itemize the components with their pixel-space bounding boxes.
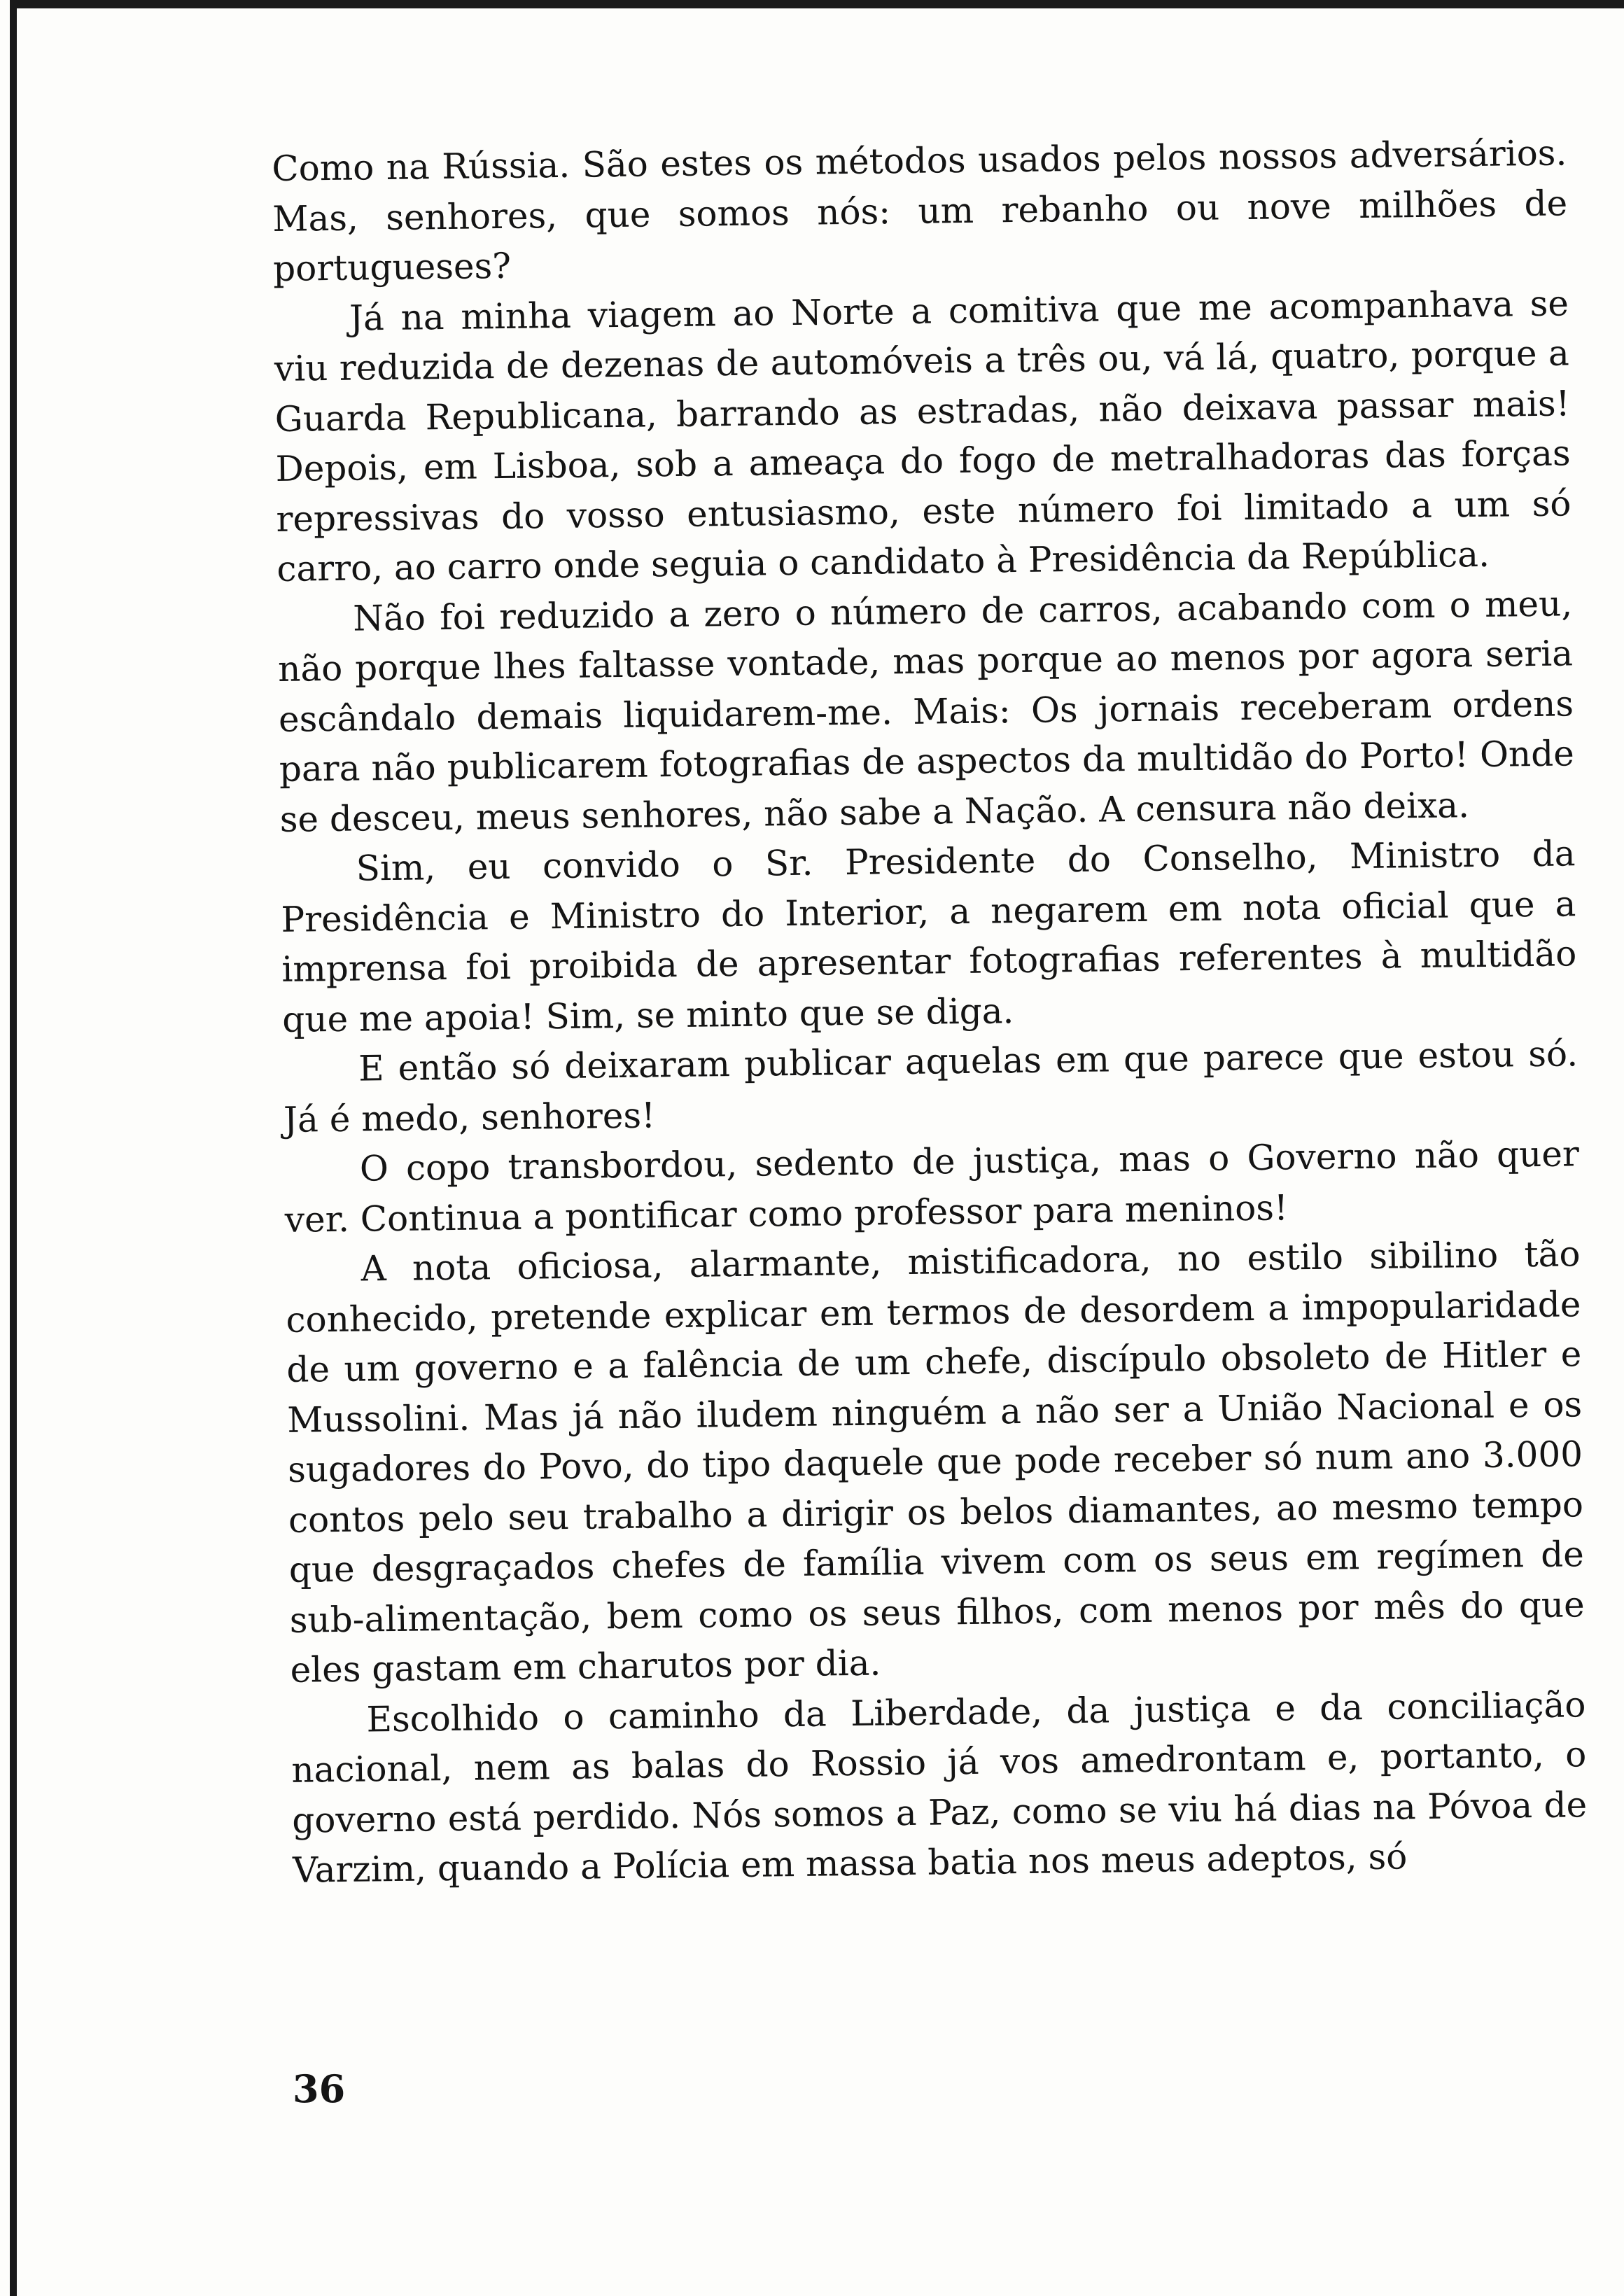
paragraph: Já na minha viagem ao Norte a comitiva que me acompanhava se viu reduzida de dezenas de automóveis a três ou, vá lá, quatro, porque a Guarda Republicana, barrando as estradas, não deixava passar mais! Depois, em Lisboa, sob a ameaça do fogo de metralhadoras das forças repressivas do vosso entusiasmo, este número foi limitado a um só carro, ao carro onde seguia o candidato à Presidência da República.: [274, 282, 1572, 589]
paragraph: E então só deixaram publicar aquelas em que parece que estou só. Já é medo, senhores!: [283, 1033, 1578, 1140]
paragraph: Sim, eu convido o Sr. Presidente do Conselho, Ministro da Presidência e Ministro do Interior, a negarem em nota oficial que a imprensa foi proibida de apresentar fotografias referentes à multidão que me apoia! Sim, se minto que se diga.: [281, 833, 1577, 1040]
scan-edge-top: [15, 0, 1624, 8]
paragraph: A nota oficiosa, alarmante, mistificadora, no estilo sibilino tão conhecido, pretende explicar em termos de desordem a impopularidade de um governo e a falência de um chefe, discípulo obsoleto de Hitler e Mussolini. Mas já não iludem ninguém a não ser a União Nacional e os sugadores do Povo, do tipo daquele que pode receber só num ano 3.000 contos pelo seu trabalho a dirigir os belos diamantes, ao mesmo tempo que desgraçados chefes de família vivem com os seus em regímen de sub-alimentação, bem como os seus filhos, com menos por mês do que eles gastam em charutos por dia.: [286, 1233, 1585, 1690]
scan-edge-left: [10, 0, 17, 2296]
paragraph: Como na Rússia. São estes os métodos usados pelos nossos adversários. Mas, senhores, que somos nós: um rebanho ou nove milhões de portugueses?: [272, 132, 1568, 289]
body-text: [272, 128, 1588, 1896]
paragraph: O copo transbordou, sedento de justiça, mas o Governo não quer ver. Continua a pontificar como professor para meninos!: [284, 1133, 1580, 1240]
page-number: 36: [293, 2066, 346, 2111]
paragraph: Escolhido o caminho da Liberdade, da justiça e da conciliação nacional, nem as balas do Rossio já vos amedrontam e, portanto, o governo está perdido. Nós somos a Paz, como se viu há dias na Póvoa de Varzim, quando a Polícia em massa batia nos meus adeptos, só: [291, 1684, 1588, 1891]
paragraph: Não foi reduzido a zero o número de carros, acabando com o meu, não porque lhes faltasse vontade, mas porque ao menos por agora seria escândalo demais liquidarem-me. Mais: Os jornais receberam ordens para não publicarem fotografias de aspectos da multidão do Porto! Onde se desceu, meus senhores, não sabe a Nação. A censura não deixa.: [277, 582, 1575, 840]
